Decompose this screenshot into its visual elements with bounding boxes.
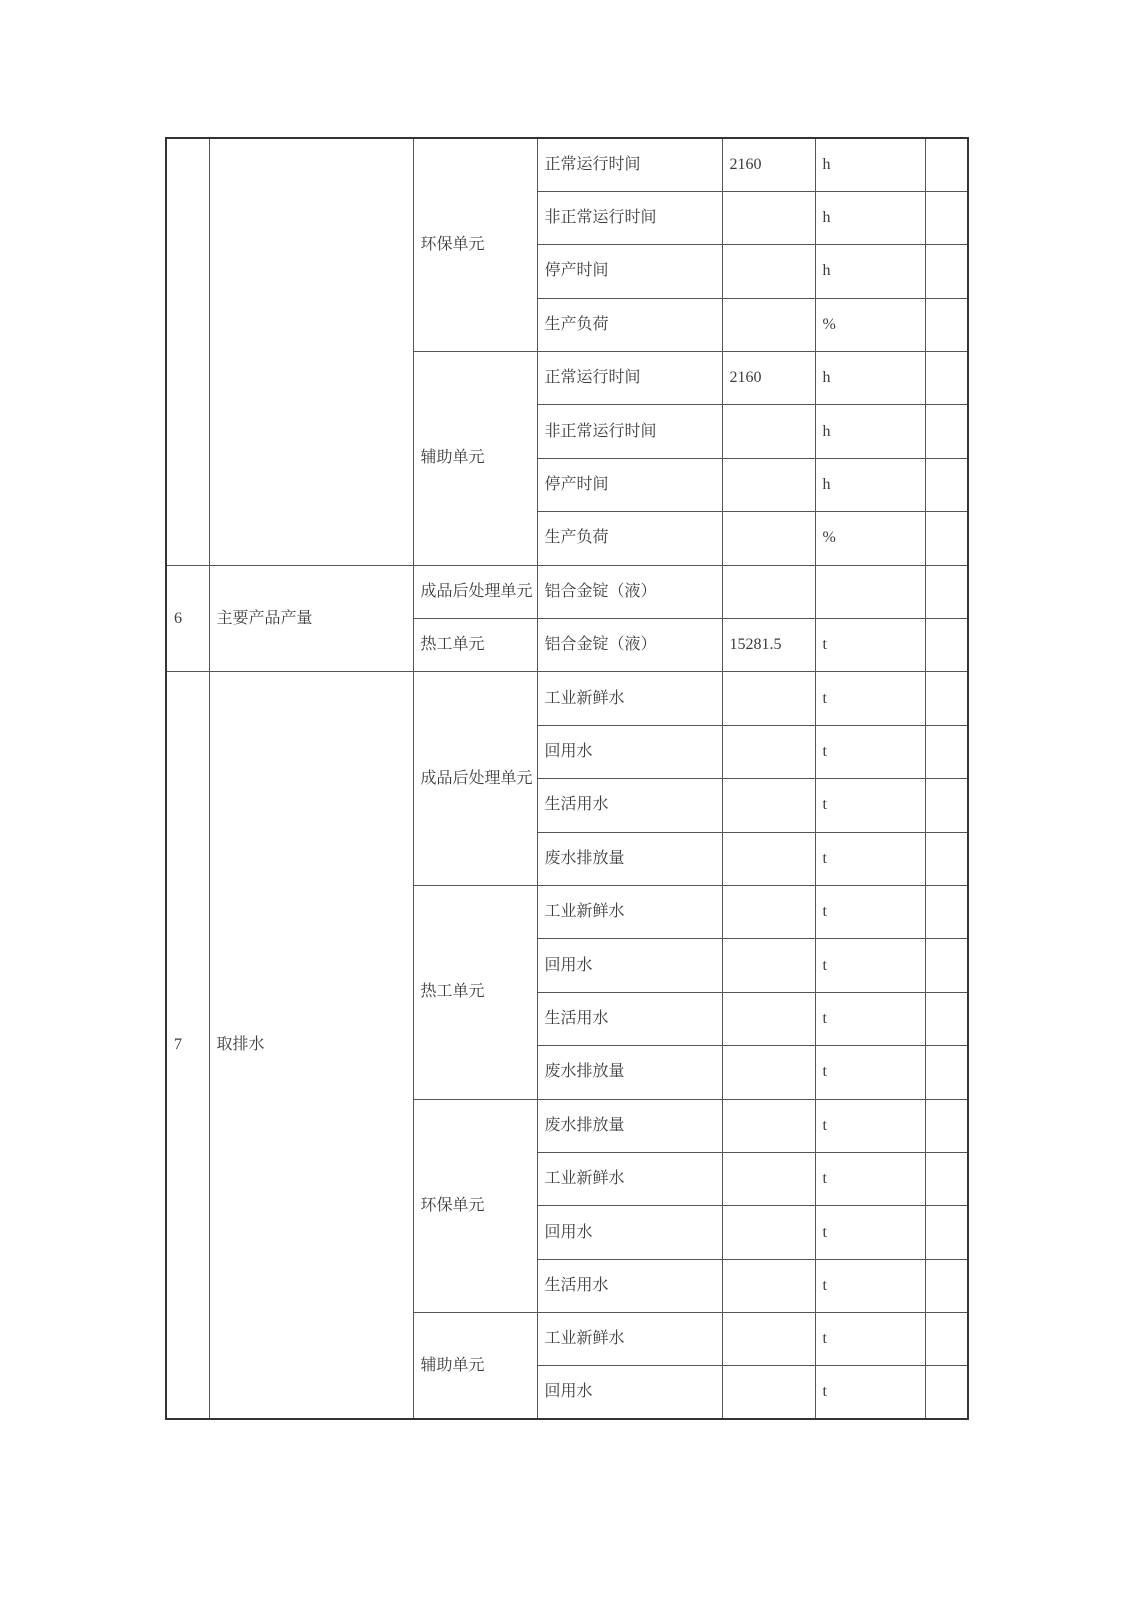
unit-of-measure-cell [815, 565, 925, 618]
row-number-cell [166, 138, 209, 565]
value-cell [722, 779, 815, 832]
value-cell [722, 1046, 815, 1099]
empty-cell [925, 245, 968, 298]
unit-of-measure-cell: t [815, 992, 925, 1045]
value-cell [722, 992, 815, 1045]
value-cell [722, 191, 815, 244]
item-name-cell: 正常运行时间 [537, 138, 722, 191]
empty-cell [925, 832, 968, 885]
empty-cell [925, 512, 968, 565]
item-name-cell: 工业新鲜水 [537, 672, 722, 725]
unit-cell: 辅助单元 [413, 352, 537, 566]
empty-cell [925, 885, 968, 938]
item-name-cell: 废水排放量 [537, 1046, 722, 1099]
unit-cell: 环保单元 [413, 1099, 537, 1313]
empty-cell [925, 939, 968, 992]
empty-cell [925, 352, 968, 405]
item-name-cell: 生产负荷 [537, 298, 722, 351]
unit-of-measure-cell: h [815, 191, 925, 244]
item-name-cell: 回用水 [537, 725, 722, 778]
value-cell [722, 1152, 815, 1205]
empty-cell [925, 725, 968, 778]
category-cell [209, 138, 413, 565]
item-name-cell: 非正常运行时间 [537, 191, 722, 244]
item-name-cell: 非正常运行时间 [537, 405, 722, 458]
category-cell: 取排水 [209, 672, 413, 1419]
value-cell [722, 1366, 815, 1419]
value-cell [722, 885, 815, 938]
empty-cell [925, 1046, 968, 1099]
value-cell [722, 298, 815, 351]
unit-of-measure-cell: t [815, 725, 925, 778]
unit-of-measure-cell: t [815, 1259, 925, 1312]
empty-cell [925, 1152, 968, 1205]
empty-cell [925, 138, 968, 191]
unit-of-measure-cell: % [815, 512, 925, 565]
unit-of-measure-cell: t [815, 939, 925, 992]
unit-of-measure-cell: t [815, 1152, 925, 1205]
value-cell [722, 672, 815, 725]
empty-cell [925, 992, 968, 1045]
table-row [166, 565, 968, 618]
empty-cell [925, 1099, 968, 1152]
item-name-cell: 生活用水 [537, 1259, 722, 1312]
value-cell [722, 1099, 815, 1152]
row-number-cell: 6 [166, 565, 209, 672]
unit-cell: 成品后处理单元 [413, 565, 537, 618]
value-cell [722, 1313, 815, 1366]
empty-cell [925, 298, 968, 351]
production-data-table [165, 137, 969, 1420]
value-cell [722, 1259, 815, 1312]
production-data-table-body [166, 138, 968, 1419]
unit-of-measure-cell: t [815, 832, 925, 885]
item-name-cell: 生产负荷 [537, 512, 722, 565]
value-cell [722, 832, 815, 885]
value-cell [722, 1206, 815, 1259]
value-cell [722, 458, 815, 511]
item-name-cell: 回用水 [537, 939, 722, 992]
empty-cell [925, 672, 968, 725]
item-name-cell: 生活用水 [537, 992, 722, 1045]
empty-cell [925, 619, 968, 672]
unit-of-measure-cell: t [815, 779, 925, 832]
unit-of-measure-cell: t [815, 672, 925, 725]
unit-of-measure-cell: h [815, 352, 925, 405]
unit-of-measure-cell: t [815, 1099, 925, 1152]
empty-cell [925, 191, 968, 244]
unit-cell: 热工单元 [413, 619, 537, 672]
item-name-cell: 工业新鲜水 [537, 1313, 722, 1366]
item-name-cell: 回用水 [537, 1206, 722, 1259]
item-name-cell: 废水排放量 [537, 1099, 722, 1152]
unit-of-measure-cell: h [815, 458, 925, 511]
item-name-cell: 停产时间 [537, 245, 722, 298]
unit-of-measure-cell: t [815, 1313, 925, 1366]
value-cell [722, 939, 815, 992]
value-cell [722, 512, 815, 565]
unit-of-measure-cell: % [815, 298, 925, 351]
item-name-cell: 停产时间 [537, 458, 722, 511]
item-name-cell: 回用水 [537, 1366, 722, 1419]
unit-cell: 热工单元 [413, 885, 537, 1099]
table-row [166, 138, 968, 191]
empty-cell [925, 779, 968, 832]
value-cell [722, 245, 815, 298]
empty-cell [925, 458, 968, 511]
category-cell: 主要产品产量 [209, 565, 413, 672]
empty-cell [925, 1313, 968, 1366]
table-row [166, 672, 968, 725]
item-name-cell: 工业新鲜水 [537, 1152, 722, 1205]
value-cell: 2160 [722, 352, 815, 405]
unit-of-measure-cell: h [815, 245, 925, 298]
unit-cell: 辅助单元 [413, 1313, 537, 1420]
unit-of-measure-cell: t [815, 1366, 925, 1419]
unit-of-measure-cell: h [815, 405, 925, 458]
value-cell [722, 725, 815, 778]
empty-cell [925, 1366, 968, 1419]
empty-cell [925, 1206, 968, 1259]
row-number-cell: 7 [166, 672, 209, 1419]
unit-of-measure-cell: t [815, 1046, 925, 1099]
item-name-cell: 正常运行时间 [537, 352, 722, 405]
unit-of-measure-cell: h [815, 138, 925, 191]
value-cell: 2160 [722, 138, 815, 191]
item-name-cell: 工业新鲜水 [537, 885, 722, 938]
unit-of-measure-cell: t [815, 619, 925, 672]
item-name-cell: 铝合金锭（液） [537, 619, 722, 672]
item-name-cell: 生活用水 [537, 779, 722, 832]
empty-cell [925, 565, 968, 618]
item-name-cell: 铝合金锭（液） [537, 565, 722, 618]
unit-of-measure-cell: t [815, 1206, 925, 1259]
unit-cell: 成品后处理单元 [413, 672, 537, 886]
value-cell: 15281.5 [722, 619, 815, 672]
empty-cell [925, 1259, 968, 1312]
unit-of-measure-cell: t [815, 885, 925, 938]
value-cell [722, 565, 815, 618]
empty-cell [925, 405, 968, 458]
unit-cell: 环保单元 [413, 138, 537, 352]
value-cell [722, 405, 815, 458]
item-name-cell: 废水排放量 [537, 832, 722, 885]
